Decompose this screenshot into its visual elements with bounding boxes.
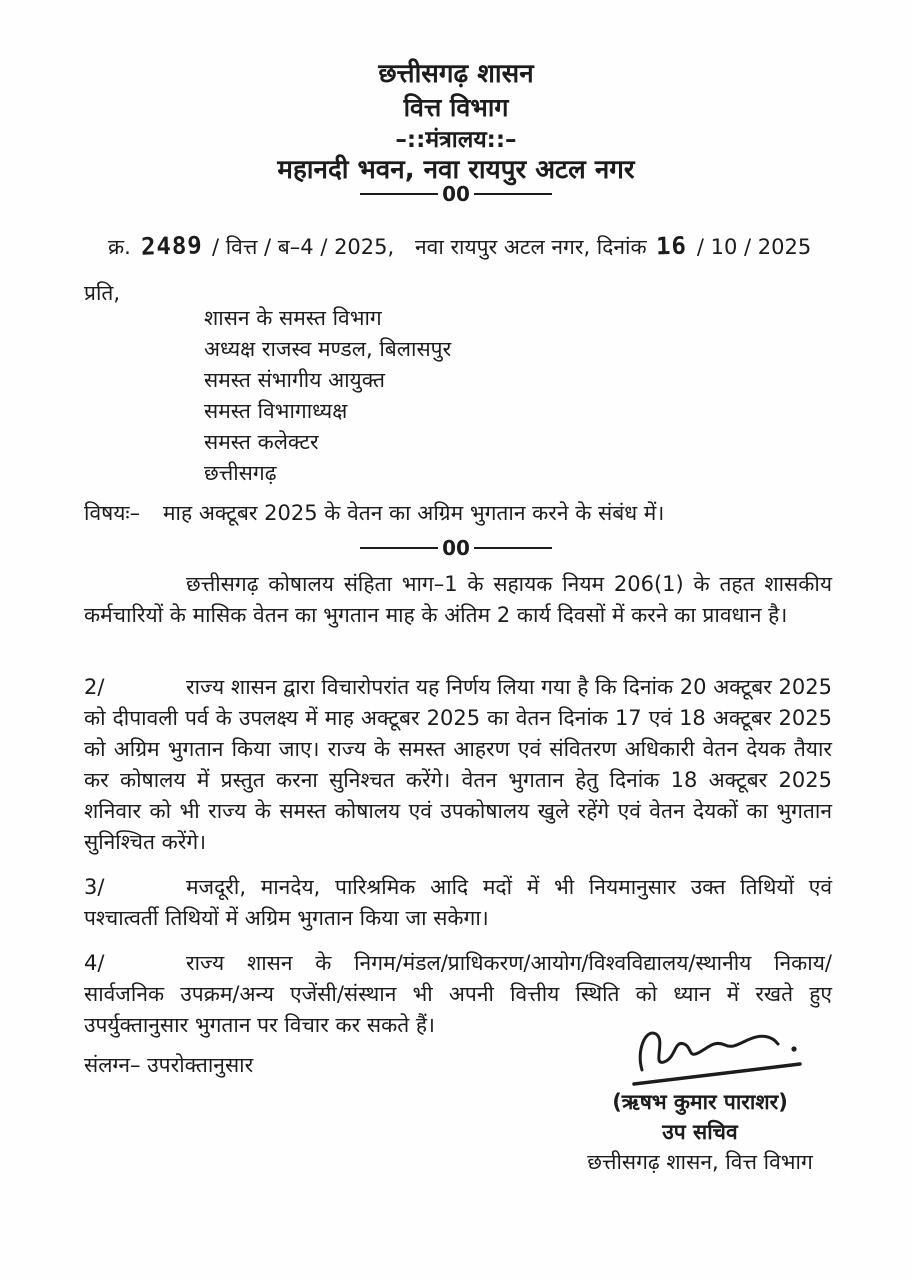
paragraph-3: [84, 872, 832, 934]
addressee-item: शासन के समस्त विभाग: [204, 306, 382, 330]
reference-prefix: क्र.: [108, 235, 131, 259]
signature-block: [540, 1087, 860, 1177]
date-day-handwritten: 16: [655, 231, 688, 261]
place-date-prefix: नवा रायपुर अटल नगर, दिनांक: [415, 235, 647, 259]
paragraph-text: छत्तीसगढ़ कोषालय संहिता भाग–1 के सहायक नियम 206(1) के तहत शासकीय कर्मचारियों के मासिक वेतन का भुगतान माह के अंतिम 2 कार्य दिवसों में करने का प्रावधान है।: [84, 572, 832, 627]
paragraph-number: 2/: [84, 675, 105, 699]
signature-scribble: [628, 1020, 818, 1092]
addressee-item: छत्तीसगढ़: [204, 461, 277, 485]
enclosure-note: संलग्न– उपरोक्तानुसार: [84, 1053, 254, 1077]
addressee-item: समस्त कलेक्टर: [204, 430, 319, 454]
letterhead-address: महानदी भवन, नवा रायपुर अटल नगर: [277, 155, 635, 185]
divider-label: 00: [442, 536, 470, 560]
date-suffix: / 10 / 2025: [696, 235, 812, 259]
letterhead-government: छत्तीसगढ़ शासन: [378, 59, 534, 89]
paragraph-text: मजदूरी, मानदेय, पारिश्रमिक आदि मदों में भी नियमानुसार उक्त तिथियों एवं पश्चात्वर्ती तिथियों में अग्रिम भुगतान किया जा सकेगा।: [84, 875, 832, 930]
addressee-item: समस्त संभागीय आयुक्त: [204, 368, 385, 392]
salutation: प्रति,: [84, 281, 121, 305]
signatory-name: (ऋषभ कुमार पाराशर): [612, 1090, 788, 1114]
paragraph-number: 4/: [84, 951, 105, 975]
signatory-organization: छत्तीसगढ़ शासन, वित्त विभाग: [587, 1150, 813, 1174]
signatory-designation: उप सचिव: [662, 1120, 738, 1144]
divider-line-right: [474, 193, 552, 195]
addressee-item: समस्त विभागाध्यक्ष: [204, 399, 348, 423]
reference-number-handwritten: 2489: [140, 231, 203, 261]
place-and-date: [415, 231, 811, 263]
paragraph-number: 3/: [84, 875, 105, 899]
divider-line-left: [360, 193, 438, 195]
header-divider: [306, 182, 606, 206]
subject-text: माह अक्टूबर 2025 के वेतन का अग्रिम भुगतान करने के संबंध में।: [163, 501, 665, 525]
subject-label: विषयः–: [84, 501, 141, 525]
paragraph-1: [84, 569, 832, 631]
letterhead-mantralaya: –::मंत्रालय::–: [395, 127, 517, 153]
subject-divider: [306, 536, 606, 560]
paragraph-text: राज्य शासन के निगम/मंडल/प्राधिकरण/आयोग/विश्वविद्यालय/स्थानीय निकाय/सार्वजनिक उपक्रम/अन्य एजेंसी/संस्थान भी अपनी वित्तीय स्थिति को ध्यान में रखते हुए उपर्युक्तानुसार भुगतान पर विचार कर सकते हैं।: [84, 951, 832, 1037]
divider-label: 00: [442, 182, 470, 206]
paragraph-2: [84, 672, 832, 858]
addressee-list: [204, 303, 451, 489]
letterhead-department: वित्त विभाग: [403, 93, 509, 122]
reference-suffix: / वित्त / ब–4 / 2025,: [211, 235, 395, 259]
divider-line-left: [360, 547, 438, 549]
addressee-item: अध्यक्ष राजस्व मण्डल, बिलासपुर: [204, 337, 452, 361]
paragraph-text: राज्य शासन द्वारा विचारोपरांत यह निर्णय लिया गया है कि दिनांक 20 अक्टूबर 2025 को दीपावली पर्व के उपलक्ष्य में माह अक्टूबर 2025 का वेतन दिनांक 17 एवं 18 अक्टूबर 2025 को अग्रिम भुगतान किया जाए। राज्य के समस्त आहरण एवं संवितरण अधिकारी वेतन देयक तैयार कर कोषालय में प्रस्तुत करना सुनिश्चत करेंगे। वेतन भुगतान हेतु दिनांक 18 अक्टूबर 2025 शनिवार को भी राज्य के समस्त कोषालय एवं उपकोषालय खुले रहेंगे एवं वेतन देयकों का भुगतान सुनिश्चित करेंगे।: [84, 675, 832, 854]
reference-number: [108, 231, 394, 263]
divider-line-right: [474, 547, 552, 549]
